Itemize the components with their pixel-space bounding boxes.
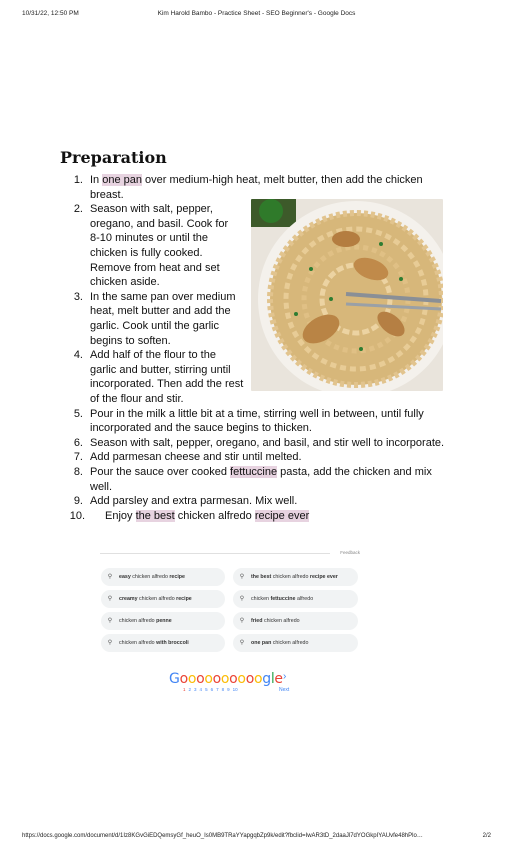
bold-term: the best bbox=[251, 573, 272, 580]
step-text-line: In one pan over medium-high heat, melt butter, then add the chicken bbox=[90, 174, 423, 186]
related-search-chip[interactable] bbox=[233, 590, 358, 608]
search-icon: ⚲ bbox=[239, 573, 245, 580]
step-text-line: incorporated and the sauce begins to thicken. bbox=[90, 422, 312, 435]
step-text-line: Season with salt, pepper, oregano, and basil, and stir well to incorporate. bbox=[90, 436, 445, 449]
step-text-line: chicken is fully cooked. bbox=[90, 247, 203, 259]
step-text-line: breast. bbox=[90, 188, 124, 201]
step-text-line: garlic and butter, stirring until bbox=[90, 363, 231, 376]
search-icon: ⚲ bbox=[239, 595, 245, 602]
bold-term: fettuccine bbox=[270, 595, 296, 602]
page-number-link[interactable]: 10 bbox=[232, 687, 238, 692]
step-number: 6. bbox=[73, 436, 83, 449]
step-text-line: well. bbox=[90, 480, 113, 493]
search-icon: ⚲ bbox=[107, 617, 113, 624]
highlighted-keyword: the best bbox=[135, 509, 175, 522]
bold-term: recipe bbox=[169, 573, 185, 580]
related-search-chip[interactable] bbox=[233, 568, 358, 586]
chip-label: creamy chicken alfredo recipe bbox=[119, 595, 192, 602]
search-icon: ⚲ bbox=[239, 639, 245, 646]
highlighted-keyword: one pan bbox=[102, 174, 142, 186]
step-text-line: Pour in the milk a little bit at a time, stirring well in between, until fully bbox=[90, 407, 424, 420]
bold-term: creamy bbox=[119, 595, 138, 602]
chip-label: the best chicken alfredo recipe ever bbox=[251, 573, 338, 580]
bold-term: recipe bbox=[176, 595, 192, 602]
chip-label: easy chicken alfredo recipe bbox=[119, 573, 185, 580]
search-icon: ⚲ bbox=[107, 573, 113, 580]
step-text-line: begins to soften. bbox=[90, 334, 171, 347]
step-text-line: In the same pan over medium bbox=[90, 290, 236, 303]
search-icon: ⚲ bbox=[239, 617, 245, 624]
bold-term: one pan bbox=[251, 639, 272, 646]
bold-term: easy bbox=[119, 573, 131, 580]
highlighted-keyword: recipe ever bbox=[254, 509, 310, 522]
page-number-link[interactable]: 2 bbox=[188, 687, 192, 692]
step-text-line: Enjoy the best chicken alfredo recipe ever bbox=[105, 509, 310, 522]
step-text-line: chicken aside. bbox=[90, 276, 160, 289]
chip-label: one pan chicken alfredo bbox=[251, 639, 309, 646]
print-doc-title: Kim Harold Bambo - Practice Sheet - SEO Beginner's - Google Docs bbox=[157, 10, 356, 17]
page-number-link[interactable]: 4 bbox=[199, 687, 203, 692]
page-number-link[interactable]: 5 bbox=[205, 687, 208, 692]
step-number: 2. bbox=[73, 203, 83, 216]
step-text-line: of the flour and stir. bbox=[90, 393, 184, 405]
step-text-line: oregano, and basil. Cook for bbox=[90, 217, 229, 230]
bold-term: fried bbox=[251, 617, 263, 624]
step-number: 9. bbox=[73, 495, 83, 508]
chicken-alfredo-photo bbox=[251, 199, 443, 391]
highlighted-keyword: fettuccine bbox=[230, 466, 278, 478]
step-number: 8. bbox=[73, 466, 83, 478]
page-number-link[interactable]: 1 bbox=[183, 687, 186, 692]
step-text-line: heat, melt butter and add the bbox=[90, 305, 231, 318]
print-url: https://docs.google.com/document/d/1Iz8KGvGiEDQemsyGf_heuO_Is0MB9TRaYYapgqbZp9k/edit?fbclid=IwAR3tD_2daaJl7dYOGkpIYAUvfe48hPlo… bbox=[22, 833, 423, 839]
bold-term: recipe ever bbox=[309, 573, 338, 580]
search-icon: ⚲ bbox=[107, 595, 113, 602]
step-text-line: garlic. Cook until the garlic bbox=[90, 320, 220, 332]
step-number: 1. bbox=[73, 174, 83, 186]
page-number-link[interactable]: 9 bbox=[227, 687, 230, 692]
pasta-image bbox=[251, 199, 443, 391]
google-pagination-logo: Goooooooooogle bbox=[169, 671, 283, 687]
related-search-chip[interactable] bbox=[101, 568, 225, 586]
step-text-line: Pour the sauce over cooked fettuccine pasta, add the chicken and mix bbox=[90, 466, 432, 478]
step-text-line: incorporated. Then add the rest bbox=[90, 378, 244, 391]
chip-label: fried chicken alfredo bbox=[251, 617, 300, 624]
step-text-line: 8-10 minutes or until the bbox=[90, 232, 209, 245]
bold-term: penne bbox=[156, 617, 172, 624]
page-number-link[interactable]: 8 bbox=[221, 687, 225, 692]
search-icon: ⚲ bbox=[107, 639, 113, 646]
related-search-chip[interactable] bbox=[101, 634, 225, 652]
section-title: Preparation bbox=[60, 148, 167, 167]
chip-label: chicken fettuccine alfredo bbox=[251, 595, 314, 602]
related-search-chip[interactable] bbox=[101, 590, 225, 608]
step-number: 4. bbox=[73, 349, 83, 362]
chip-label: chicken alfredo penne bbox=[119, 617, 172, 624]
feedback-link[interactable]: Feedback bbox=[340, 550, 360, 555]
chevron-right-icon[interactable]: › bbox=[283, 671, 287, 682]
step-number: 10. bbox=[69, 509, 85, 522]
step-text-line: Remove from heat and set bbox=[90, 261, 220, 274]
page-numbers bbox=[183, 687, 241, 692]
divider bbox=[100, 553, 330, 554]
next-link[interactable]: Next bbox=[279, 687, 290, 693]
related-search-chip[interactable] bbox=[233, 634, 358, 652]
page-number-link[interactable]: 7 bbox=[216, 687, 219, 692]
related-search-chip[interactable] bbox=[101, 612, 225, 630]
step-text-line: Add half of the flour to the bbox=[90, 349, 216, 362]
step-number: 5. bbox=[73, 407, 83, 420]
step-text-line: Add parmesan cheese and stir until melted. bbox=[90, 451, 302, 464]
print-page-number: 2/2 bbox=[482, 833, 491, 839]
chip-label: chicken alfredo with broccoli bbox=[119, 639, 189, 646]
page-number-link[interactable]: 3 bbox=[194, 687, 197, 692]
related-search-chip[interactable] bbox=[233, 612, 358, 630]
step-number: 3. bbox=[73, 290, 83, 303]
step-text-line: Season with salt, pepper, bbox=[90, 203, 213, 216]
step-number: 7. bbox=[73, 451, 83, 464]
step-text-line: Add parsley and extra parmesan. Mix well. bbox=[90, 495, 298, 508]
page-number-link[interactable]: 6 bbox=[210, 687, 214, 692]
bold-term: with broccoli bbox=[156, 639, 189, 646]
print-datetime: 10/31/22, 12:50 PM bbox=[22, 10, 79, 17]
